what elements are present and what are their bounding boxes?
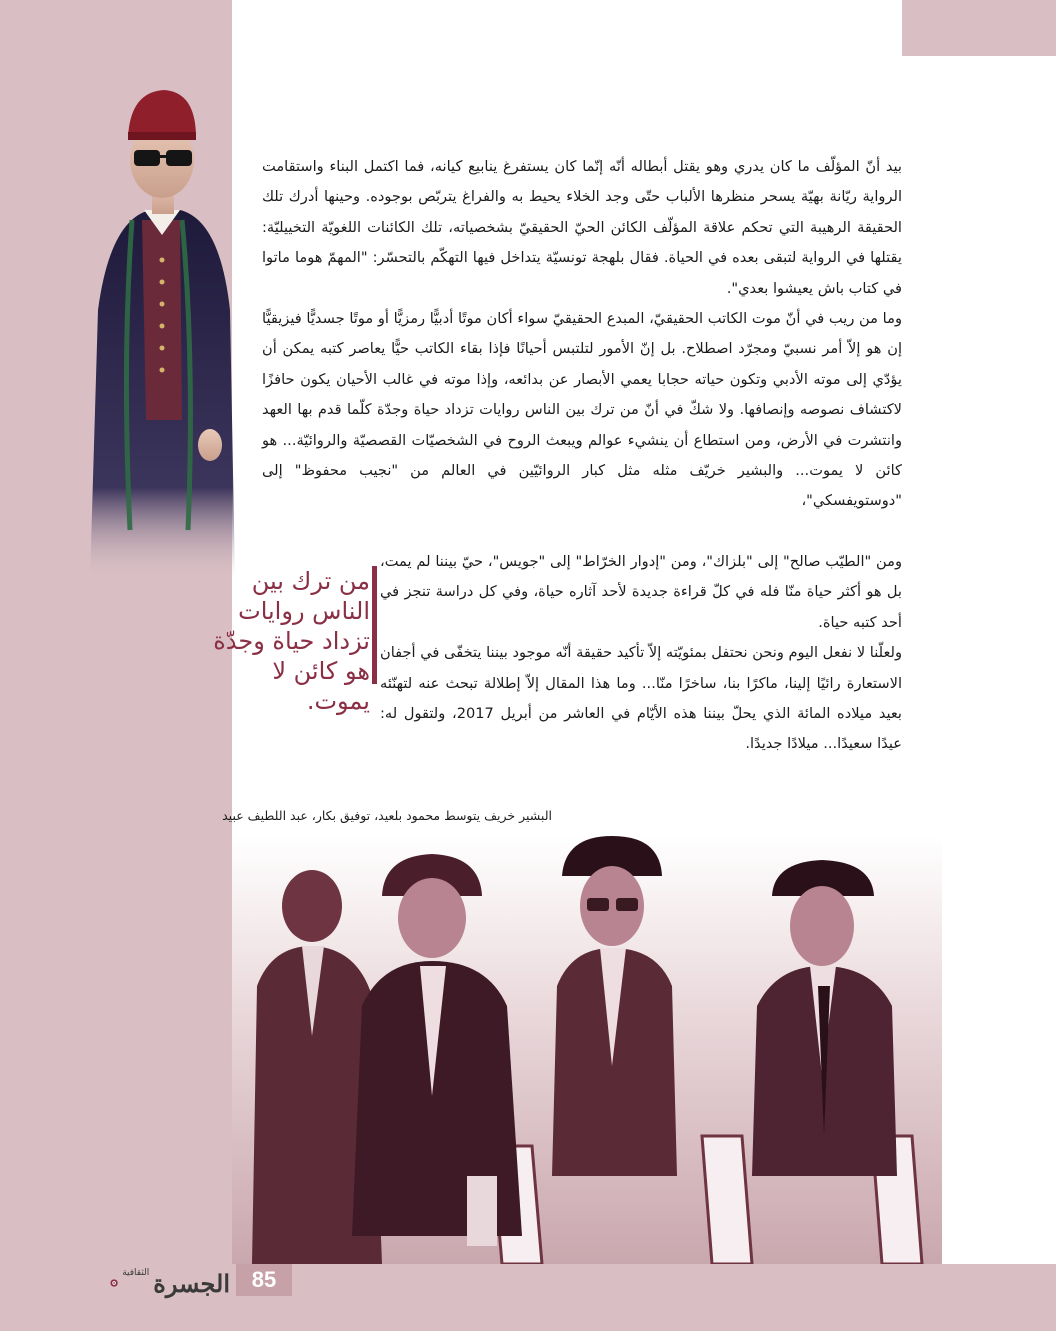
- article-paragraph: ولعلّنا لا نفعل اليوم ونحن نحتفل بمئويّته إلاّ تأكيد حقيقة أنّه موجود بيننا يتخفّى في أجفان الاستعارة رائيًا إلينا، ماكرًا بنا، ساخرًا منّا... وما هذا المقال إلاّ إطلالة تبحث عنه لتهنّئه بعيد ميلاده المائة الذي يحلّ بيننا هذه الأيّام في العاشر من أبريل 2017، ولتقول له: عيدًا سعيدًا... ميلادًا جديدًا.: [379, 644, 902, 753]
- page-number-box: [236, 1264, 292, 1296]
- pull-quote: [212, 566, 370, 716]
- article-paragraph: وما من ريب في أنّ موت الكاتب الحقيقيّ، المبدع الحقيقيّ سواء أكان موتًا أدبيًّا رمزيًّا أو موتًا جسديًّا فيزيقيًّا إن هو إلاّ أمر نسبيّ ومجرّد اصطلاح. بل إنّ الأمور لتلتبس أحيانًا فإذا بقاء الكاتب حيًّا يعاصر كتبه يمكن أن يؤدّي إلى موته الأدبي وتكون حياته حجابا يعمي الأبصار عن بدائعه، وإذا موته في غالب الأحيان يكون حافزًا لاكتشاف نصوصه وإنصافها. ولا شكّ في أنّ من ترك بين الناس روايات تزداد حياة وجدّة كلّما قدم بها العهد وانتشرت في الأرض، ومن استطاع أن ينشيء عوالم ويبعث الروح في الشخصيّات القصصيّة والروائيّة... هو كائن لا يموت... والبشير خريّف مثله مثل كبار الروائيّين في العالم من "نجيب محفوظ" إلى "دوستويفسكي"،: [262, 310, 902, 510]
- magazine-subtitle: الثقافية: [122, 1268, 150, 1278]
- magazine-logo: [110, 1266, 230, 1300]
- top-corner-tab: [902, 0, 1056, 56]
- page-number: 85: [251, 1267, 277, 1292]
- pull-quote-line: من ترك بين: [251, 567, 370, 595]
- photo-caption: البشير خريف يتوسط محمود بلعيد، توفيق بكار، عبد اللطيف عبيد: [222, 808, 552, 823]
- pull-quote-line: تزداد حياة وجدّة: [213, 627, 370, 655]
- magazine-name: الجسرة: [153, 1268, 230, 1298]
- author-portrait: [70, 60, 250, 580]
- article-body-top: [262, 152, 902, 517]
- logo-star-icon: [110, 1274, 118, 1292]
- pull-quote-line: هو كائن لا يموت.: [272, 657, 370, 715]
- pull-quote-line: الناس روايات: [238, 597, 370, 625]
- group-photo: [232, 836, 942, 1264]
- article-body-bottom: [380, 547, 902, 760]
- pull-quote-bar: [372, 566, 377, 684]
- article-paragraph: بيد أنّ المؤلّف ما كان يدري وهو يقتل أبطاله أنّه إنّما كان يستفرغ ينابيع كيانه، فما اكتمل البناء واستقامت الرواية ريّانة بهيّة يسحر منظرها الألباب حتّى وجد الخلاء يحيط به والفراغ يتربّص بوجوده. وحينها أدرك تلك الحقيقة الرهيبة التي تحكم علاقة المؤلّف الكائن الحيّ الحقيقيّ بشخصياته، تلك الكائنات اللغويّة التخييليّة: يقتلها في الرواية لتبقى بعده في الحياة. فقال بلهجة تونسيّة يتداخل فيها التهكّم بالتحسّر: "المهمّ هوما ماتوا في كتاب باش يعيشوا بعدي".: [262, 158, 902, 297]
- article-paragraph: ومن "الطيّب صالح" إلى "بلزاك"، ومن "إدوار الخرّاط" إلى "جويس"، حيّ بيننا لم يمت، بل هو أكثر حياة منّا فله في كلّ قراءة جديدة لأحد آثاره حياة، وفي كل دراسة تنجز في أحد كتبه حياة.: [380, 553, 902, 631]
